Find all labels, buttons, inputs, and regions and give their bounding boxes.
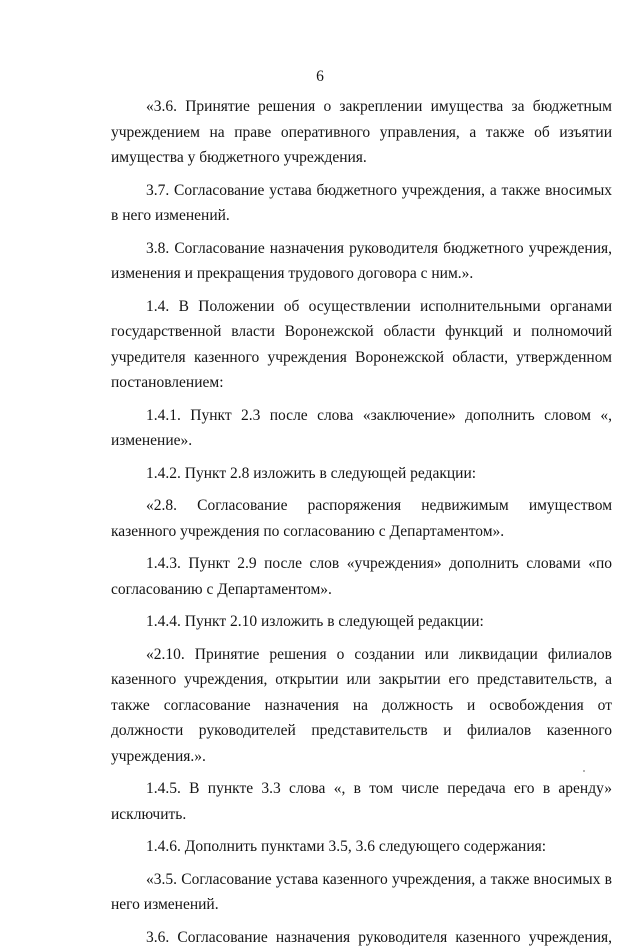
paragraph-3-6-budget-property: «3.6. Принятие решения о закреплении имущества за бюджетным учреждением на праве оперативного управления, а также об изъятии имущества у бюджетного учреждения.	[111, 94, 612, 171]
paragraph-1-4-3: 1.4.3. Пункт 2.9 после слов «учреждения» дополнить словами «по согласованию с Департаментом».	[111, 551, 612, 602]
scan-artifact	[583, 770, 585, 772]
paragraph-3-7-budget-charter: 3.7. Согласование устава бюджетного учреждения, а также вносимых в него изменений.	[111, 178, 612, 229]
paragraph-3-8-budget-head: 3.8. Согласование назначения руководителя бюджетного учреждения, изменения и прекращения трудового договора с ним.».	[111, 236, 612, 287]
page-number: 6	[0, 68, 640, 86]
paragraph-1-4-1: 1.4.1. Пункт 2.3 после слова «заключение» дополнить словом «, изменение».	[111, 403, 612, 454]
paragraph-3-6-quote: 3.6. Согласование назначения руководителя казенного учреждения,	[111, 925, 612, 950]
paragraph-1-4-6: 1.4.6. Дополнить пунктами 3.5, 3.6 следующего содержания:	[111, 834, 612, 860]
paragraph-1-4-regulation: 1.4. В Положении об осуществлении исполнительными органами государственной власти Воронежской области функций и полномочий учредителя казенного учреждения Воронежской области, утвержденном постановлением:	[111, 294, 612, 396]
paragraph-2-10-quote: «2.10. Принятие решения о создании или ликвидации филиалов казенного учреждения, открытии или закрытии его представительств, а также согласование назначения на должность и освобождения от должности руководителей представительств и филиалов казенного учреждения.».	[111, 642, 612, 770]
paragraph-1-4-2: 1.4.2. Пункт 2.8 изложить в следующей редакции:	[111, 461, 612, 487]
paragraph-1-4-5: 1.4.5. В пункте 3.3 слова «, в том числе передача его в аренду» исключить.	[111, 776, 612, 827]
paragraph-3-5-quote: «3.5. Согласование устава казенного учреждения, а также вносимых в него изменений.	[111, 867, 612, 918]
paragraph-2-8-quote: «2.8. Согласование распоряжения недвижимым имуществом казенного учреждения по согласованию с Департаментом».	[111, 493, 612, 544]
document-body	[111, 94, 612, 950]
paragraph-1-4-4: 1.4.4. Пункт 2.10 изложить в следующей редакции:	[111, 609, 612, 635]
